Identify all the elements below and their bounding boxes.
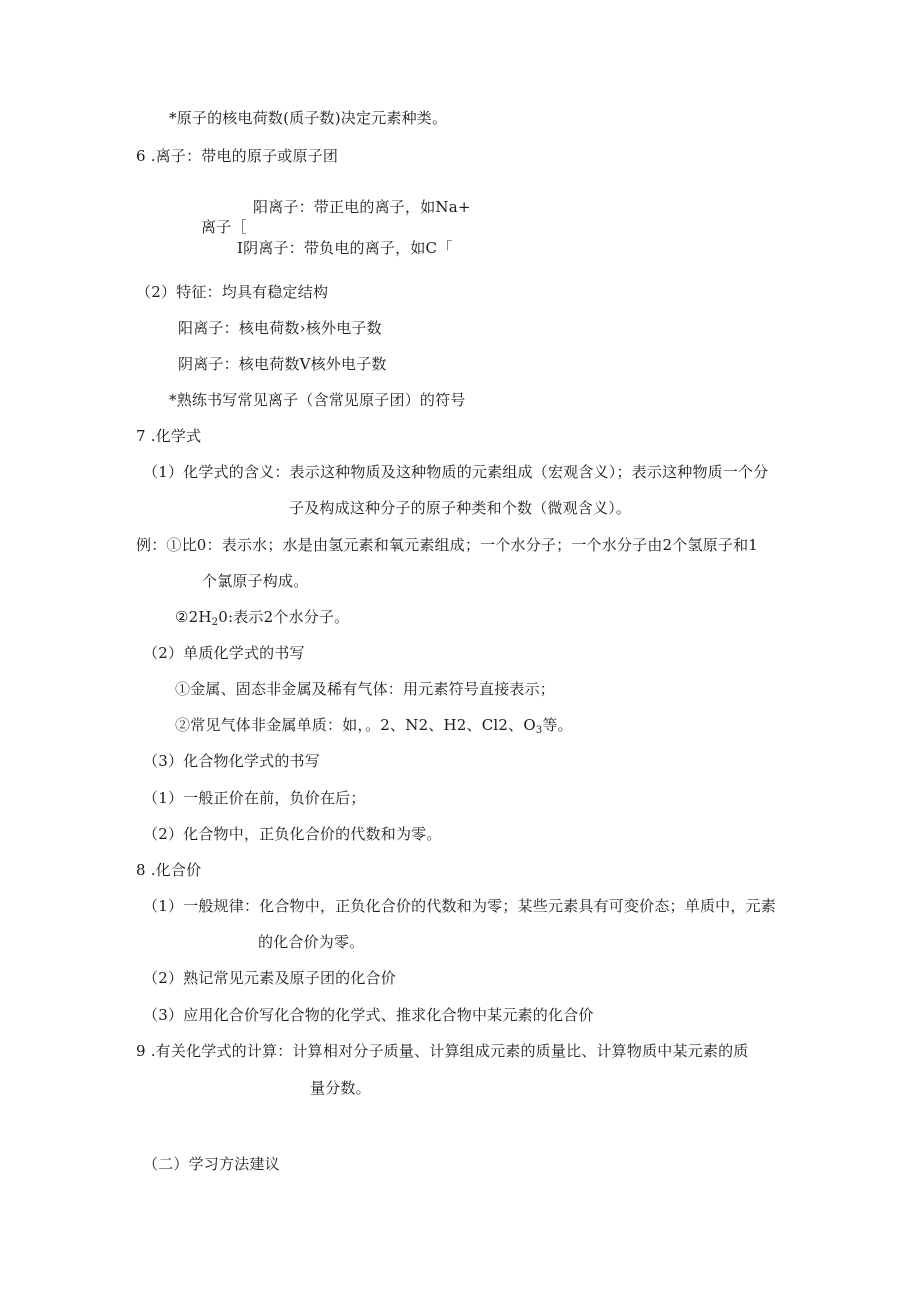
formula-meaning-line1: （1）化学式的含义：表示这种物质及这种物质的元素组成（宏观含义）；表示这种物质一个分: [143, 463, 769, 481]
element-formula-rule2-subscript: 3: [535, 725, 543, 736]
element-formula-rule1: ①金属、固态非金属及稀有气体：用元素符号直接表示；: [175, 680, 556, 698]
section-8-valence-heading: 8 .化合价: [136, 861, 202, 879]
example-2h2o-subscript: 2: [211, 617, 219, 628]
example-2h2o: [175, 607, 349, 627]
study-method-heading: （二）学习方法建议: [143, 1155, 280, 1173]
formula-meaning-line2: 子及构成这种分子的原子种类和个数（微观含义）。: [289, 499, 632, 517]
valence-rule-line1: （1）一般规律：化合物中，正负化合价的代数和为零；某些元素具有可变价态；单质中，元素: [143, 897, 776, 915]
compound-formula-heading: （3）化合物化学式的书写: [143, 752, 320, 770]
valence-rule-line2: 的化合价为零。: [258, 933, 365, 951]
element-formula-rule2-prefix: ②常见气体非金属单质：如，。2、N2、H2、Cl2、O: [175, 716, 536, 734]
compound-rule2: （2）化合物中，正负化合价的代数和为零。: [143, 825, 442, 843]
anion-charge-relation: 阴离子：核电荷数V核外电子数: [178, 355, 387, 373]
anion-definition: I阴离子：带负电的离子，如C「: [237, 239, 453, 257]
section-7-formula-heading: 7 .化学式: [136, 427, 202, 445]
valence-memorize: （2）熟记常见元素及原子团的化合价: [143, 969, 396, 987]
example-water-line2: 个氯原子构成。: [202, 572, 309, 590]
ion-feature-heading: （2）特征：均具有稳定结构: [136, 283, 329, 301]
section-9-calc-line2: 量分数。: [310, 1079, 371, 1097]
note-ion-symbols: *熟练书写常见离子（含常见原子团）的符号: [169, 391, 466, 409]
element-formula-rule2-suffix: 等。: [542, 716, 573, 734]
ion-bracket-label: 离子［: [201, 218, 247, 236]
element-formula-heading: （2）单质化学式的书写: [143, 644, 305, 662]
section-9-calc-line1: 9 .有关化学式的计算：计算相对分子质量、计算组成元素的质量比、计算物质中某元素的质: [136, 1042, 749, 1060]
section-6-ion-heading: 6 .离子：带电的原子或原子团: [136, 147, 339, 165]
cation-definition: 阳离子：带正电的离子，如Na+: [253, 198, 471, 216]
element-formula-rule2: [175, 715, 573, 735]
example-2h2o-prefix: ②2H: [175, 608, 212, 626]
cation-charge-relation: 阳离子：核电荷数›核外电子数: [178, 319, 382, 337]
example-water-line1: 例：①比0：表示水；水是由氢元素和氧元素组成；一个水分子；一个水分子由2个氢原子和1: [136, 536, 759, 554]
note-atom-nuclear-charge: *原子的核电荷数(质子数)决定元素种类。: [169, 109, 448, 127]
example-2h2o-suffix: 0:表示2个水分子。: [218, 608, 350, 626]
compound-rule1: （1）一般正价在前，负价在后；: [143, 789, 366, 807]
valence-application: （3）应用化合价写化合物的化学式、推求化合物中某元素的化合价: [143, 1006, 594, 1024]
